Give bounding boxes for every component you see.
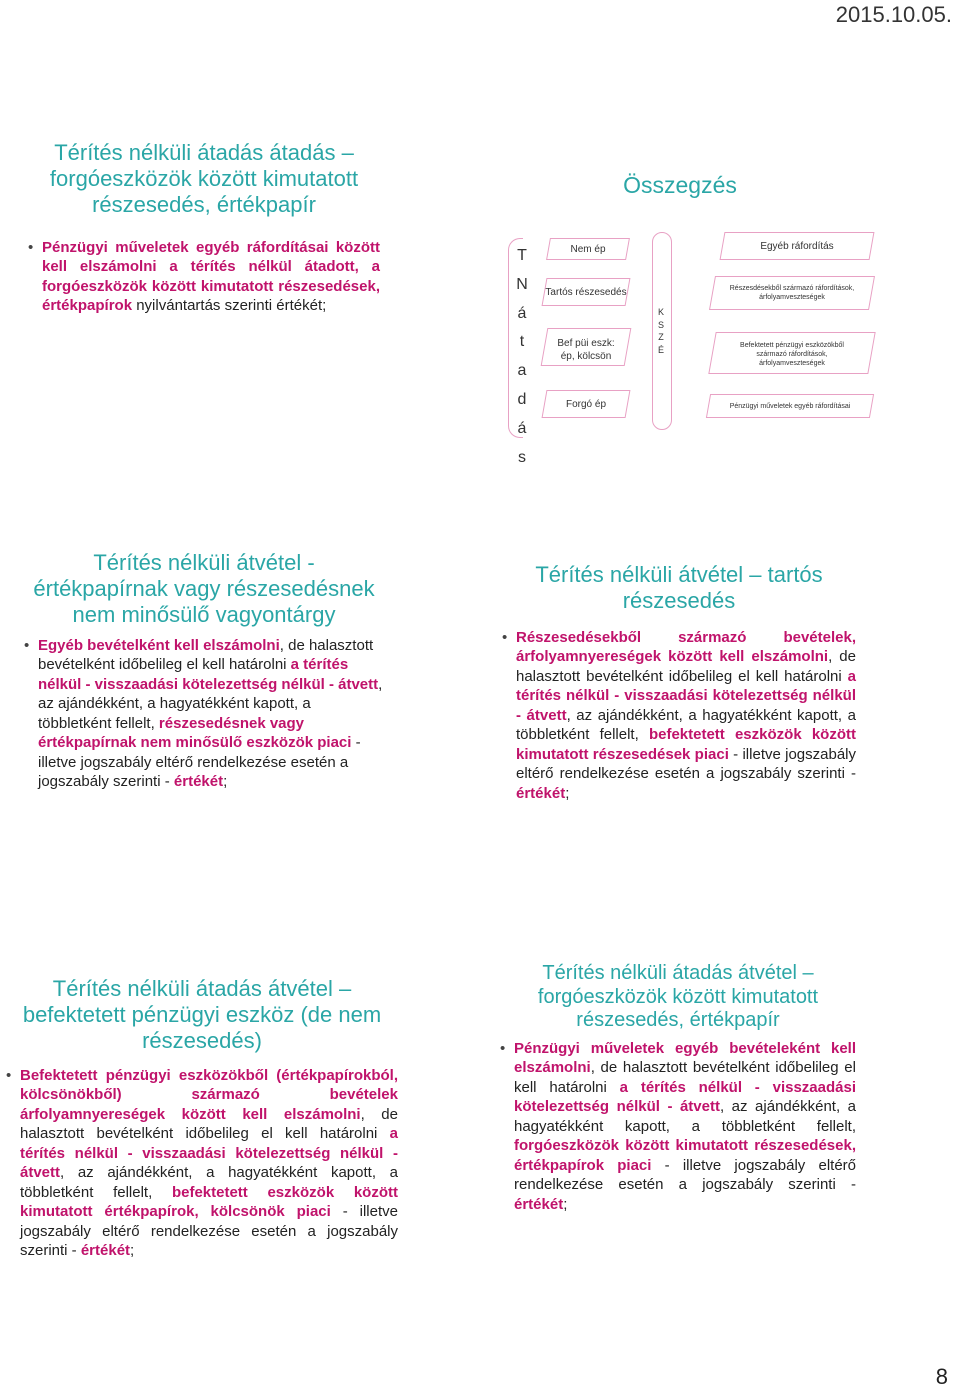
slide-5-txt-b: , de halasztott bevételként időbelileg el kell határolni	[20, 1105, 398, 1143]
slide-6-hl-c: a térítés nélkül - visszaadási kötelezettség nélkül - átvett	[514, 1078, 856, 1116]
ksze-letter-2: Z	[658, 332, 664, 343]
slide-5-title	[6, 976, 398, 1054]
ksze-letter-0: K	[657, 307, 664, 317]
box-bef-pui-eszk-label: Bef püi eszk: ép, kölcsön	[557, 338, 615, 362]
slide-5-hl-e: befektetett eszközök között kimutatott értékpapírok, kölcsönök piaci	[20, 1183, 398, 1221]
slide-4-title-line-2: részesedés	[622, 587, 736, 613]
box-forgo-ep-label: Forgó ép	[565, 399, 607, 410]
slide-6-title	[500, 962, 856, 1033]
box-reszesedesekbol-label: Részesdésekből származó ráfordítások, árfolyamveszteségek	[729, 285, 855, 301]
slide-5-bullet	[6, 1066, 398, 1261]
slide-3-title-line-3: nem minősülő vagyontárgy	[72, 601, 336, 627]
slide-6-hl-g: értékét	[514, 1195, 564, 1213]
box-befektetett-label: Befektetett pénzügyi eszközökből származó ráfordítások, árfolyamveszteségek	[740, 342, 844, 367]
slide-5-title-line-1: Térítés nélküli átadás átvétel –	[52, 976, 352, 1001]
slide-1-title-line-3: részesedés, értékpapír	[92, 191, 316, 217]
vertical-letter-3: t	[519, 333, 525, 351]
slide-6-txt-h: ;	[563, 1195, 568, 1213]
slide-1	[28, 140, 380, 316]
slide-3-txt-d: , az ajándékként, a hagyatékként kapott, a többletként fellelt,	[38, 675, 383, 732]
slide-4-hl-g: értékét	[516, 784, 566, 802]
slide-6-txt-f: - illetve jogszabály eltérő rendelkezése esetén a jogszabály szerinti -	[514, 1156, 857, 1194]
slide-5-title-line-2: befektetett pénzügyi eszköz (de nem	[22, 1001, 382, 1027]
ksze-letter-3: É	[657, 344, 664, 355]
slide-4-txt-h: ;	[565, 784, 570, 802]
slide-3-hl-g: értékét	[173, 773, 224, 791]
slide-6-title-line-3: részesedés, értékpapír	[576, 1009, 780, 1032]
slide-3-txt-f: - illetve jogszabály eltérő rendelkezése esetén a jogszabály szerinti -	[38, 734, 361, 791]
slide-5-hl-a: Befektetett pénzügyi eszközökből (értékpapírokból, kölcsönökből) származó bevételek árfolyamnyereségek között kell elszámolni	[20, 1066, 398, 1123]
slide-6	[500, 962, 856, 1214]
slide-4-hl-c: a térítés nélkül - visszaadási kötelezettség nélkül - átvett	[516, 667, 856, 724]
slide-3-title-line-1: Térítés nélküli átvétel -	[93, 550, 315, 575]
slide-4-title-line-1: Térítés nélküli átvétel – tartós	[535, 562, 823, 587]
box-nem-ep-label: Nem ép	[570, 244, 606, 255]
slide-3-txt-b: , de halasztott bevételként időbelileg el kell határolni	[38, 636, 374, 674]
slide-3-hl-e: részesedésnek vagy értékpapírnak nem minősülő eszközök piaci	[38, 714, 352, 752]
slide-4-bullet	[502, 628, 856, 804]
slide-5-txt-d: , az ajándékként, a hagyatékként kapott, a többletként fellelt,	[20, 1164, 398, 1201]
slide-4-title	[502, 562, 856, 614]
vertical-letter-6: á	[517, 419, 527, 437]
slide-5-hl-g: értékét	[80, 1242, 131, 1260]
slide-3-txt-h: ;	[223, 773, 228, 791]
page-number: 8	[935, 1364, 948, 1389]
slide-3-hl-c: a térítés nélkül - visszaadási kötelezettség nélkül - átvett	[38, 656, 379, 693]
vertical-label-tnadas	[512, 242, 532, 472]
slide-5-hl-c: a térítés nélkül - visszaadási kötelezettség nélkül - átvett	[20, 1125, 398, 1182]
slide-5-txt-f: - illetve jogszabály eltérő rendelkezése esetén a jogszabály szerinti -	[20, 1203, 398, 1260]
slide-3	[24, 550, 384, 792]
slide-6-hl-a: Pénzügyi műveletek egyéb bevételeként kell elszámolni	[514, 1039, 856, 1077]
slide-4-hl-e: befektetett eszközök között kimutatott részesedések piaci	[516, 726, 856, 763]
slide-1-title	[28, 140, 380, 218]
slide-4-txt-f: - illetve jogszabály eltérő rendelkezése esetén a jogszabály szerinti -	[516, 745, 857, 783]
slide-3-hl-a: Egyéb bevételként kell elszámolni	[38, 636, 280, 654]
slide-2-title: Összegzés	[623, 172, 737, 198]
slide-6-title-line-1: Térítés nélküli átadás átvétel –	[542, 962, 814, 984]
date-stamp: 2015.10.05.	[835, 2, 952, 27]
slide-1-title-line-1: Térítés nélküli átadás átadás –	[54, 140, 354, 165]
box-tartos-reszesedes-label: Tartós részesedés	[545, 287, 627, 298]
slide-3-title-line-2: értékpapírnak vagy részesedésnek	[33, 575, 375, 601]
slide-5-title-line-3: részesedés)	[142, 1027, 262, 1053]
slide-4	[502, 562, 856, 803]
vertical-letter-5: d	[517, 390, 527, 408]
slide-1-text: nyilvántartás szerinti értékét;	[132, 297, 327, 315]
box-penzugyi-muveletek-label: Pénzügyi műveletek egyéb ráfordításai	[729, 403, 851, 410]
slide-6-txt-b: , de halasztott bevételként időbelileg el kell határolni	[514, 1059, 856, 1096]
vertical-letter-2: á	[517, 304, 527, 322]
vertical-letter-0: T	[517, 247, 527, 264]
slide-6-hl-e: forgóeszközök között kimutatott részesedések, értékpapírok piaci	[514, 1137, 856, 1174]
slide-6-txt-d: , az ajándékként, a hagyatékként kapott, a többletként fellelt,	[514, 1098, 856, 1135]
slide-6-title-line-2: forgóeszközök között kimutatott	[537, 985, 819, 1008]
slide-1-title-line-2: forgóeszközök között kimutatott	[49, 165, 359, 191]
slide-1-highlight: Pénzügyi műveletek egyéb ráfordításai között kell elszámolni a térítés nélkül átadott, a forgóeszközök között kimutatott részesedések, értékpapírok	[42, 238, 380, 315]
slide-2	[500, 170, 900, 466]
slide-3-bullet	[24, 636, 384, 792]
slide-4-txt-d: , az ajándékként, a hagyatékként kapott, a többletként fellelt,	[516, 706, 856, 744]
slide-5-txt-h: ;	[130, 1242, 135, 1260]
ksze-letter-1: S	[657, 319, 664, 330]
slide-4-txt-b: , de halasztott bevételként időbelileg el kell határolni	[516, 648, 856, 685]
slide-1-bullet	[28, 238, 380, 316]
vertical-letter-1: N	[516, 275, 528, 293]
slide-3-title	[24, 550, 384, 628]
slide-5	[6, 976, 398, 1261]
box-egyeb-raforditas-label: Egyéb ráfordítás	[760, 241, 834, 252]
slide-4-hl-a: Részesedésekből származó bevételek, árfolyamnyereségek között kell elszámolni	[516, 628, 856, 666]
vertical-letter-4: a	[517, 362, 527, 380]
slide-6-bullet	[500, 1039, 856, 1215]
vertical-label-ksze	[652, 306, 670, 356]
vertical-letter-7: s	[518, 448, 526, 466]
